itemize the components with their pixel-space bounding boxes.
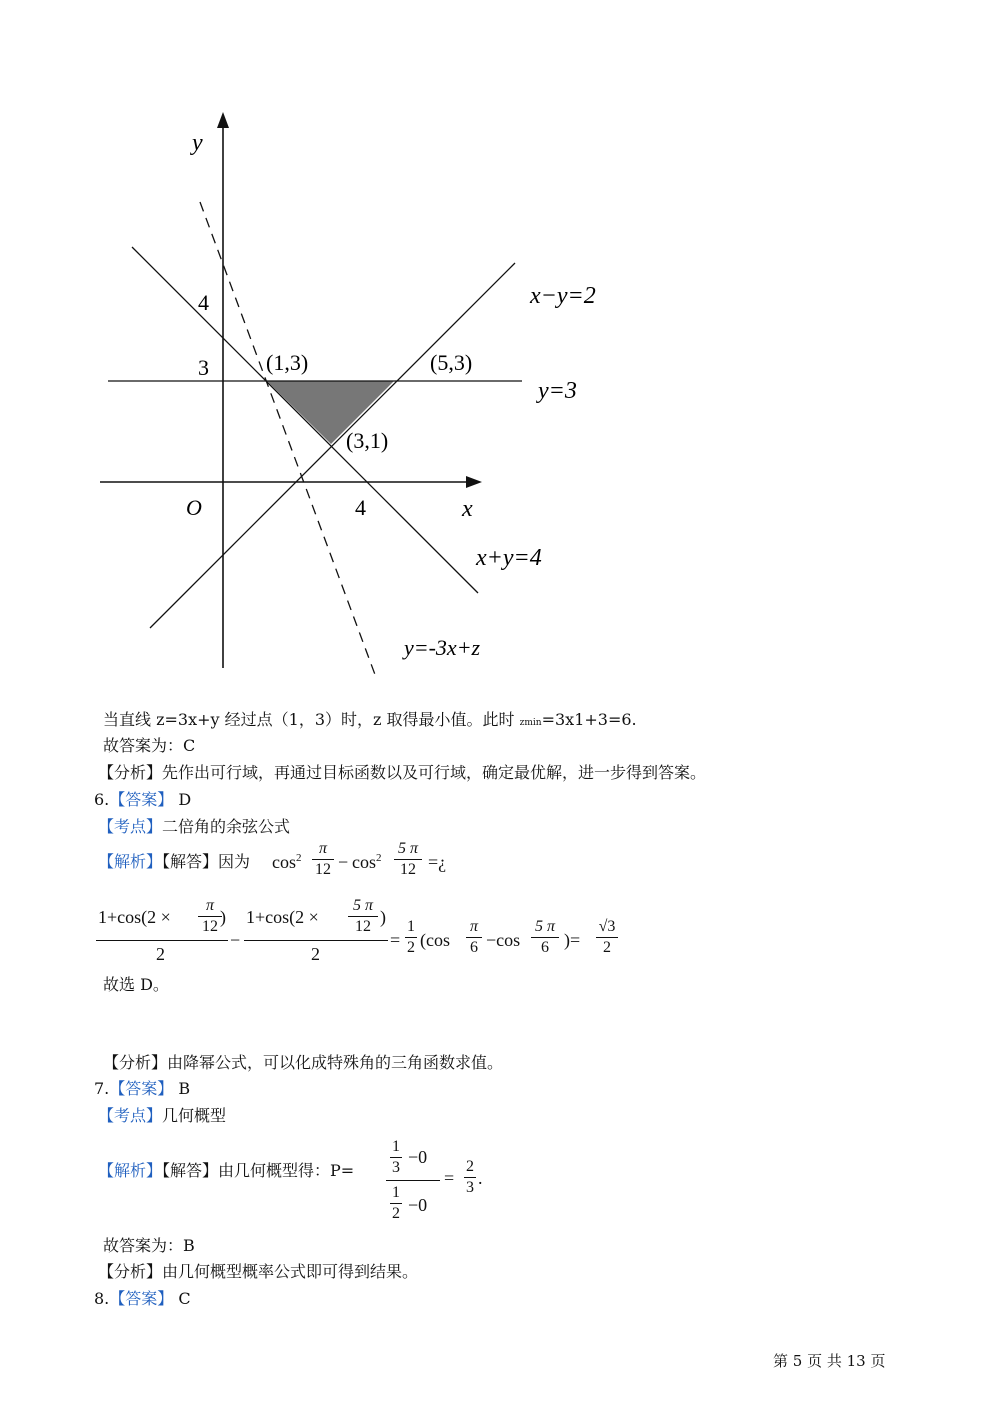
q6-fx-text: 由降幂公式，可以化成特殊角的三角函数求值。 bbox=[167, 1053, 504, 1072]
q7-result: 2 3 bbox=[466, 1158, 474, 1196]
q5-answer-line: 故答案为：C bbox=[103, 736, 196, 755]
q7-p-eq: 由几何概型得：P= bbox=[218, 1161, 355, 1180]
q8-answer-tag: 【答案】 bbox=[109, 1289, 174, 1308]
q7-answer-line: 故答案为：B bbox=[103, 1236, 195, 1255]
q7-analysis bbox=[98, 1262, 418, 1282]
point-1-3: (1,3) bbox=[266, 350, 309, 375]
q8-number: 8. bbox=[94, 1289, 110, 1308]
q7-kp-tag: 【考点】 bbox=[98, 1106, 163, 1125]
linear-programming-figure bbox=[0, 0, 1000, 700]
x-axis-arrow bbox=[466, 476, 482, 488]
q7-jx-tag: 【解析】 bbox=[98, 1161, 163, 1180]
q6-num1-close: ) bbox=[220, 907, 226, 927]
q7-number: 7. bbox=[94, 1079, 110, 1098]
q6-jx-tag: 【解析】 bbox=[98, 852, 163, 871]
q6-answer-value: D bbox=[173, 790, 192, 809]
q7-den-half: 1 2 bbox=[392, 1184, 400, 1222]
q5-analysis-text: 先作出可行域，再通过目标函数以及可行域，确定最优解，进一步得到答案。 bbox=[162, 763, 707, 782]
q6-solution-intro bbox=[98, 852, 250, 872]
q6-eq1: = bbox=[390, 930, 401, 950]
q7-num-third: 1 3 bbox=[392, 1138, 400, 1176]
page-footer: 第 5 页 共 13 页 bbox=[773, 1352, 886, 1370]
q6-because: 因为 bbox=[218, 852, 251, 871]
q5-min-text: 当直线 z=3x+y 经过点（1，3）时，z 取得最小值。此时 bbox=[103, 710, 520, 729]
q5-zmin-subscript: zmin bbox=[519, 718, 542, 728]
origin-label: O bbox=[186, 495, 202, 520]
tick-y-3: 3 bbox=[198, 355, 209, 380]
q7-equals: = bbox=[444, 1168, 455, 1188]
label-x-minus-y-2: x−y=2 bbox=[530, 283, 596, 309]
q6-cos2-term1: $\cos^2$ bbox=[272, 852, 302, 872]
q6-equals-placeholder: =¿ bbox=[428, 852, 447, 872]
label-x-plus-y-4: x+y=4 bbox=[476, 545, 542, 571]
tick-x-4: 4 bbox=[355, 495, 366, 520]
q6-choose: 故选 D。 bbox=[103, 975, 169, 994]
y-axis-label: y bbox=[192, 130, 203, 156]
q6-minus-cos: −cos bbox=[486, 930, 521, 950]
q7-knowledge-point bbox=[98, 1106, 226, 1126]
q8-answer-value: C bbox=[173, 1289, 191, 1308]
point-5-3: (5,3) bbox=[430, 350, 473, 375]
q6-half: 1 2 bbox=[407, 918, 415, 956]
q7-fx-tag: 【分析】 bbox=[98, 1262, 163, 1281]
q6-numerator2: 1+cos(2 × bbox=[246, 907, 319, 927]
q6-5pi-6: 5 π 6 bbox=[528, 918, 562, 957]
q7-kp-text: 几何概型 bbox=[162, 1106, 227, 1125]
q6-den2: 2 bbox=[311, 944, 320, 964]
q7-answer-tag: 【答案】 bbox=[109, 1079, 174, 1098]
q6-answer bbox=[94, 790, 191, 810]
q6-den1: 2 bbox=[156, 944, 165, 964]
q6-num2-frac: 5 π 12 bbox=[344, 897, 382, 936]
q7-answer-value: B bbox=[173, 1079, 191, 1098]
q7-answer bbox=[94, 1079, 190, 1099]
q6-close-eq: )= bbox=[564, 930, 581, 950]
q7-fx-text: 由几何概型概率公式即可得到结果。 bbox=[162, 1262, 419, 1281]
y-axis-arrow bbox=[217, 112, 229, 128]
q7-main-fracbar bbox=[386, 1180, 440, 1181]
q6-fracbar1 bbox=[96, 940, 228, 941]
q8-answer bbox=[94, 1289, 191, 1309]
q6-sqrt3-over-2: √3 2 bbox=[594, 918, 620, 957]
q7-num-minus0: −0 bbox=[408, 1147, 428, 1167]
q6-frac-5pi-12: 5 π 12 bbox=[390, 840, 426, 879]
x-axis-label: x bbox=[462, 496, 473, 522]
q6-frac-pi-12: π 12 bbox=[310, 840, 336, 879]
q6-fx-tag: 【分析】 bbox=[103, 1053, 168, 1072]
q5-text-line bbox=[103, 710, 637, 733]
q6-answer-tag: 【答案】 bbox=[109, 790, 174, 809]
q6-number: 6. bbox=[94, 790, 110, 809]
q6-num2-close: ) bbox=[380, 907, 386, 927]
label-y-3: y=3 bbox=[538, 378, 577, 404]
q6-num1-frac: π 12 bbox=[196, 897, 224, 936]
line-x-minus-y-2 bbox=[150, 263, 515, 628]
q6-cos2-term2: $\cos^2$ bbox=[352, 852, 382, 872]
q5-analysis-tag: 【分析】 bbox=[98, 763, 163, 782]
q6-analysis bbox=[103, 1053, 503, 1073]
q7-solution bbox=[98, 1161, 354, 1181]
q5-min-value: =3x1+3=6. bbox=[541, 710, 637, 729]
point-3-1: (3,1) bbox=[346, 428, 389, 453]
q6-knowledge-point bbox=[98, 817, 290, 837]
q6-numerator1: 1+cos(2 × bbox=[98, 907, 171, 927]
q7-jd-tag: 【解答】 bbox=[162, 1161, 219, 1180]
q6-minus: − bbox=[338, 852, 349, 872]
q6-kp-text: 二倍角的余弦公式 bbox=[162, 817, 291, 836]
line-x-plus-y-4 bbox=[132, 247, 478, 593]
q6-kp-tag: 【考点】 bbox=[98, 817, 163, 836]
q6-fracbar2 bbox=[244, 940, 388, 941]
q6-pi-6: π 6 bbox=[464, 918, 484, 957]
q7-period: . bbox=[478, 1168, 483, 1188]
q5-analysis bbox=[98, 763, 706, 783]
q6-jd-tag: 【解答】 bbox=[162, 852, 219, 871]
q6-paren-cos: (cos bbox=[420, 930, 450, 950]
q7-den-minus0: −0 bbox=[408, 1195, 428, 1215]
q6-mid-minus: − bbox=[230, 930, 241, 950]
tick-y-4: 4 bbox=[198, 290, 209, 315]
label-objective: y=-3x+z bbox=[404, 635, 481, 660]
